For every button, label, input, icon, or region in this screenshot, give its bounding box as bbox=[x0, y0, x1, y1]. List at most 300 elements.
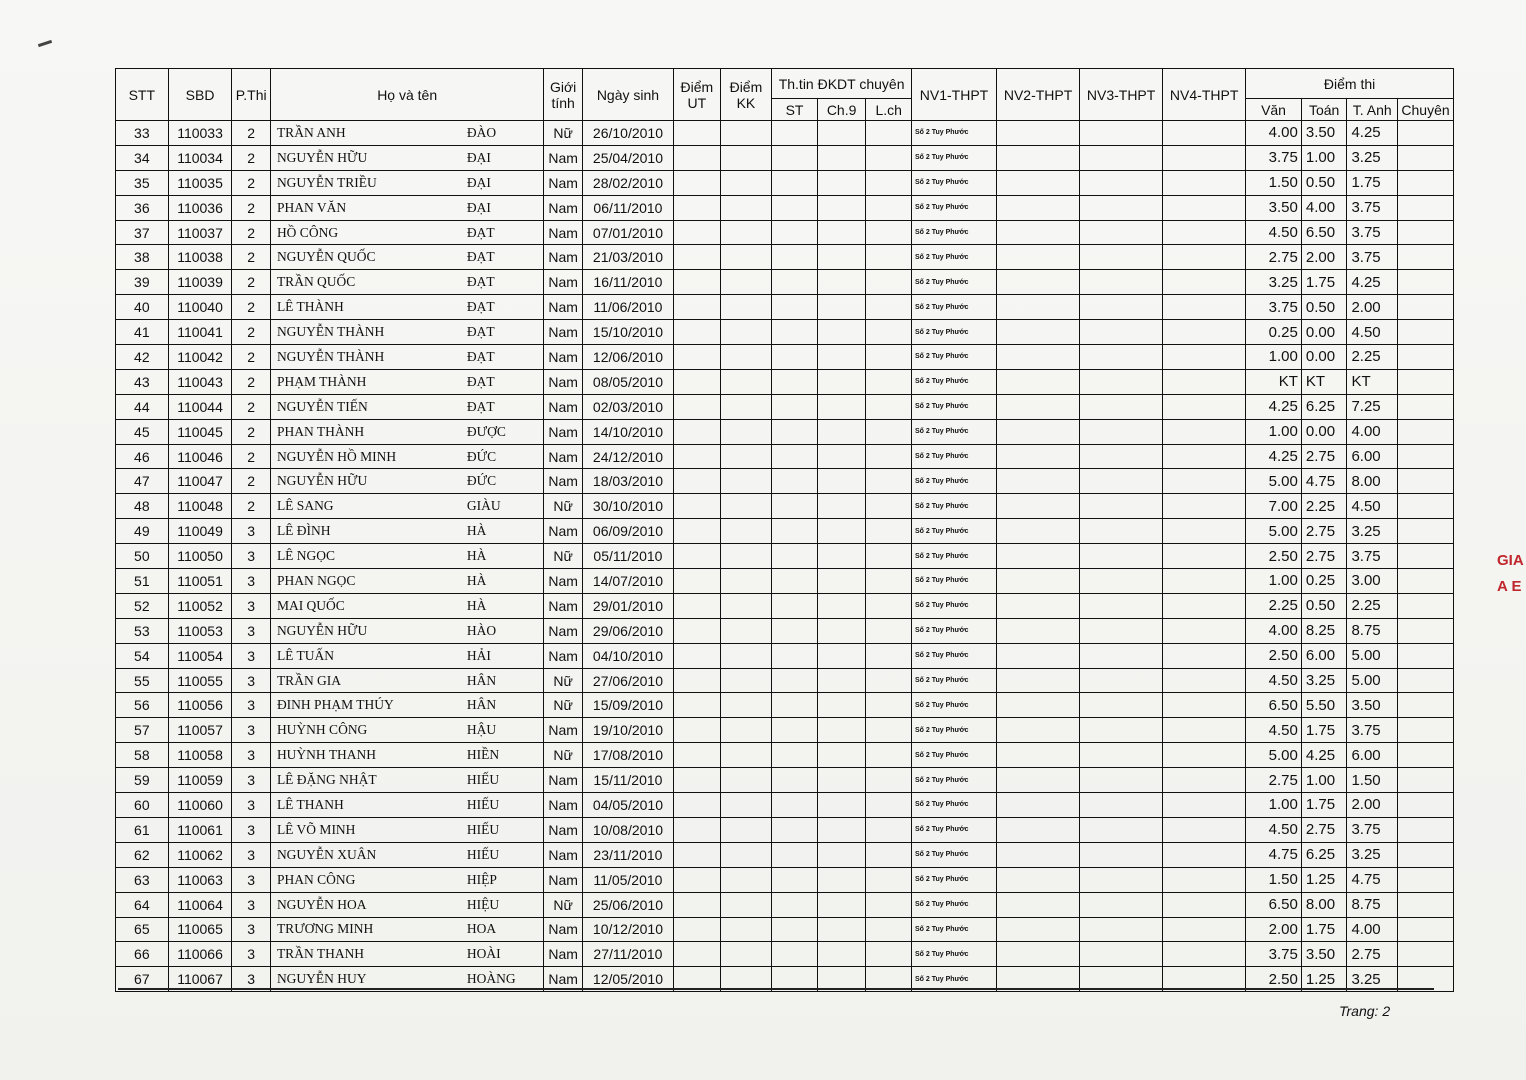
cell-ch9 bbox=[817, 593, 866, 618]
table-row bbox=[116, 867, 1454, 892]
cell-nv2 bbox=[997, 494, 1080, 519]
cell-chuyen bbox=[1398, 718, 1454, 743]
cell-ten: HÀ bbox=[461, 544, 544, 569]
cell-sbd: 110066 bbox=[168, 942, 232, 967]
cell-diem-kk bbox=[720, 842, 772, 867]
cell-diem-ut bbox=[674, 394, 721, 419]
cell-lch bbox=[866, 145, 912, 170]
cell-phong-thi: 3 bbox=[232, 693, 270, 718]
cell-gioi-tinh: Nam bbox=[544, 643, 582, 668]
cell-nv1: Số 2 Tuy Phước bbox=[911, 544, 996, 569]
cell-ten: ĐẠT bbox=[461, 394, 544, 419]
cell-lch bbox=[866, 494, 912, 519]
cell-chuyen bbox=[1398, 394, 1454, 419]
cell-van: 4.25 bbox=[1246, 444, 1302, 469]
cell-nv2 bbox=[997, 743, 1080, 768]
cell-ten: HIẾU bbox=[461, 793, 544, 818]
cell-toan: 1.75 bbox=[1301, 270, 1347, 295]
cell-nv2 bbox=[997, 569, 1080, 594]
cell-ho: NGUYỄN HỮU bbox=[270, 618, 460, 643]
cell-toan: 0.50 bbox=[1301, 170, 1347, 195]
cell-nv2 bbox=[997, 643, 1080, 668]
cell-nv4 bbox=[1163, 494, 1246, 519]
table-row bbox=[116, 295, 1454, 320]
table-body bbox=[116, 121, 1454, 992]
cell-stt: 49 bbox=[116, 519, 169, 544]
cell-ngay-sinh: 25/04/2010 bbox=[582, 145, 673, 170]
cell-toan: 5.50 bbox=[1301, 693, 1347, 718]
cell-toan: 1.00 bbox=[1301, 768, 1347, 793]
cell-nv2 bbox=[997, 195, 1080, 220]
cell-ten: ĐÀO bbox=[461, 121, 544, 146]
cell-toan: KT bbox=[1301, 369, 1347, 394]
cell-van: 1.00 bbox=[1246, 569, 1302, 594]
cell-van: 3.75 bbox=[1246, 295, 1302, 320]
cell-chuyen bbox=[1398, 170, 1454, 195]
cell-lch bbox=[866, 668, 912, 693]
cell-nv1: Số 2 Tuy Phước bbox=[911, 320, 996, 345]
cell-ho: NGUYỄN HỒ MINH bbox=[270, 444, 460, 469]
cell-nv1: Số 2 Tuy Phước bbox=[911, 867, 996, 892]
cell-ngay-sinh: 08/05/2010 bbox=[582, 369, 673, 394]
cell-tanh: 2.00 bbox=[1347, 295, 1398, 320]
cell-stt: 43 bbox=[116, 369, 169, 394]
cell-diem-ut bbox=[674, 793, 721, 818]
cell-gioi-tinh: Nam bbox=[544, 917, 582, 942]
cell-ch9 bbox=[817, 345, 866, 370]
cell-ngay-sinh: 10/08/2010 bbox=[582, 817, 673, 842]
cell-phong-thi: 3 bbox=[232, 942, 270, 967]
cell-diem-kk bbox=[720, 469, 772, 494]
cell-tanh: 3.50 bbox=[1347, 693, 1398, 718]
cell-tanh: 3.75 bbox=[1347, 220, 1398, 245]
cell-tanh: 2.75 bbox=[1347, 942, 1398, 967]
cell-toan: 1.75 bbox=[1301, 793, 1347, 818]
cell-ch9 bbox=[817, 768, 866, 793]
cell-tanh: 4.25 bbox=[1347, 270, 1398, 295]
cell-tanh: 2.25 bbox=[1347, 593, 1398, 618]
cell-toan: 2.75 bbox=[1301, 444, 1347, 469]
cell-phong-thi: 2 bbox=[232, 345, 270, 370]
cell-diem-ut bbox=[674, 817, 721, 842]
cell-tanh: 3.25 bbox=[1347, 842, 1398, 867]
cell-van: 2.50 bbox=[1246, 643, 1302, 668]
cell-ten: ĐẠT bbox=[461, 245, 544, 270]
table-row bbox=[116, 145, 1454, 170]
cell-ho: PHAN CÔNG bbox=[270, 867, 460, 892]
cell-sbd: 110042 bbox=[168, 345, 232, 370]
cell-diem-kk bbox=[720, 693, 772, 718]
cell-diem-kk bbox=[720, 295, 772, 320]
cell-nv1: Số 2 Tuy Phước bbox=[911, 917, 996, 942]
cell-ho: TRƯƠNG MINH bbox=[270, 917, 460, 942]
cell-ch9 bbox=[817, 494, 866, 519]
table-row bbox=[116, 519, 1454, 544]
cell-diem-kk bbox=[720, 145, 772, 170]
cell-van: KT bbox=[1246, 369, 1302, 394]
cell-ngay-sinh: 16/11/2010 bbox=[582, 270, 673, 295]
cell-van: 6.50 bbox=[1246, 693, 1302, 718]
cell-ch9 bbox=[817, 469, 866, 494]
cell-ten: ĐẠI bbox=[461, 145, 544, 170]
cell-ten: HIỆU bbox=[461, 892, 544, 917]
cell-stt: 67 bbox=[116, 967, 169, 992]
cell-diem-kk bbox=[720, 892, 772, 917]
cell-ho: NGUYỄN HOA bbox=[270, 892, 460, 917]
cell-toan: 3.50 bbox=[1301, 942, 1347, 967]
cell-ch9 bbox=[817, 270, 866, 295]
cell-ngay-sinh: 14/07/2010 bbox=[582, 569, 673, 594]
cell-nv3 bbox=[1080, 320, 1163, 345]
cell-van: 1.50 bbox=[1246, 867, 1302, 892]
cell-ho: LÊ THANH bbox=[270, 793, 460, 818]
cell-tanh: 4.50 bbox=[1347, 320, 1398, 345]
cell-gioi-tinh: Nữ bbox=[544, 121, 582, 146]
cell-diem-ut bbox=[674, 668, 721, 693]
cell-ch9 bbox=[817, 519, 866, 544]
cell-ten: ĐỨC bbox=[461, 469, 544, 494]
table-row bbox=[116, 768, 1454, 793]
cell-chuyen bbox=[1398, 593, 1454, 618]
cell-diem-kk bbox=[720, 593, 772, 618]
cell-ten: HOÀI bbox=[461, 942, 544, 967]
cell-ngay-sinh: 24/12/2010 bbox=[582, 444, 673, 469]
cell-stt: 35 bbox=[116, 170, 169, 195]
cell-diem-kk bbox=[720, 220, 772, 245]
cell-phong-thi: 3 bbox=[232, 593, 270, 618]
cell-nv1: Số 2 Tuy Phước bbox=[911, 369, 996, 394]
cell-chuyen bbox=[1398, 220, 1454, 245]
cell-ch9 bbox=[817, 419, 866, 444]
cell-toan: 6.50 bbox=[1301, 220, 1347, 245]
cell-ho: NGUYỄN THÀNH bbox=[270, 320, 460, 345]
cell-nv2 bbox=[997, 394, 1080, 419]
cell-van: 7.00 bbox=[1246, 494, 1302, 519]
cell-nv1: Số 2 Tuy Phước bbox=[911, 519, 996, 544]
stamp-text-2: A E bbox=[1497, 578, 1522, 595]
cell-diem-kk bbox=[720, 195, 772, 220]
table-row bbox=[116, 817, 1454, 842]
table-row bbox=[116, 693, 1454, 718]
cell-nv2 bbox=[997, 718, 1080, 743]
cell-diem-kk bbox=[720, 668, 772, 693]
cell-lch bbox=[866, 220, 912, 245]
cell-gioi-tinh: Nam bbox=[544, 618, 582, 643]
cell-st bbox=[772, 743, 818, 768]
cell-nv4 bbox=[1163, 245, 1246, 270]
cell-nv4 bbox=[1163, 519, 1246, 544]
cell-phong-thi: 2 bbox=[232, 245, 270, 270]
cell-nv3 bbox=[1080, 195, 1163, 220]
cell-diem-ut bbox=[674, 145, 721, 170]
cell-stt: 57 bbox=[116, 718, 169, 743]
cell-van: 2.75 bbox=[1246, 768, 1302, 793]
cell-chuyen bbox=[1398, 369, 1454, 394]
cell-stt: 58 bbox=[116, 743, 169, 768]
cell-nv3 bbox=[1080, 743, 1163, 768]
cell-lch bbox=[866, 842, 912, 867]
cell-nv4 bbox=[1163, 793, 1246, 818]
cell-lch bbox=[866, 817, 912, 842]
cell-st bbox=[772, 718, 818, 743]
cell-ngay-sinh: 04/05/2010 bbox=[582, 793, 673, 818]
cell-ch9 bbox=[817, 867, 866, 892]
cell-nv3 bbox=[1080, 121, 1163, 146]
cell-lch bbox=[866, 942, 912, 967]
cell-diem-kk bbox=[720, 817, 772, 842]
cell-diem-kk bbox=[720, 494, 772, 519]
cell-toan: 3.50 bbox=[1301, 121, 1347, 146]
cell-ten: HÂN bbox=[461, 668, 544, 693]
cell-van: 2.25 bbox=[1246, 593, 1302, 618]
cell-sbd: 110034 bbox=[168, 145, 232, 170]
cell-toan: 4.75 bbox=[1301, 469, 1347, 494]
cell-ch9 bbox=[817, 145, 866, 170]
page-number-value: 2 bbox=[1382, 1003, 1391, 1019]
cell-ch9 bbox=[817, 668, 866, 693]
cell-lch bbox=[866, 768, 912, 793]
cell-diem-kk bbox=[720, 394, 772, 419]
cell-sbd: 110060 bbox=[168, 793, 232, 818]
cell-phong-thi: 3 bbox=[232, 917, 270, 942]
cell-stt: 48 bbox=[116, 494, 169, 519]
cell-toan: 6.00 bbox=[1301, 643, 1347, 668]
cell-van: 4.50 bbox=[1246, 668, 1302, 693]
cell-ch9 bbox=[817, 842, 866, 867]
cell-gioi-tinh: Nam bbox=[544, 320, 582, 345]
cell-toan: 2.75 bbox=[1301, 544, 1347, 569]
cell-phong-thi: 2 bbox=[232, 469, 270, 494]
cell-ngay-sinh: 30/10/2010 bbox=[582, 494, 673, 519]
cell-van: 4.00 bbox=[1246, 121, 1302, 146]
cell-diem-ut bbox=[674, 245, 721, 270]
cell-nv3 bbox=[1080, 444, 1163, 469]
cell-ch9 bbox=[817, 718, 866, 743]
cell-st bbox=[772, 867, 818, 892]
cell-phong-thi: 2 bbox=[232, 295, 270, 320]
bottom-rule bbox=[118, 988, 1434, 990]
table-row bbox=[116, 643, 1454, 668]
cell-nv4 bbox=[1163, 419, 1246, 444]
cell-van: 5.00 bbox=[1246, 519, 1302, 544]
cell-nv3 bbox=[1080, 220, 1163, 245]
cell-stt: 53 bbox=[116, 618, 169, 643]
cell-nv2 bbox=[997, 544, 1080, 569]
cell-nv1: Số 2 Tuy Phước bbox=[911, 842, 996, 867]
cell-diem-kk bbox=[720, 917, 772, 942]
cell-tanh: 5.00 bbox=[1347, 643, 1398, 668]
cell-phong-thi: 3 bbox=[232, 793, 270, 818]
cell-nv1: Số 2 Tuy Phước bbox=[911, 668, 996, 693]
cell-chuyen bbox=[1398, 295, 1454, 320]
cell-chuyen bbox=[1398, 444, 1454, 469]
cell-toan: 0.00 bbox=[1301, 320, 1347, 345]
cell-nv2 bbox=[997, 668, 1080, 693]
cell-phong-thi: 3 bbox=[232, 718, 270, 743]
cell-nv3 bbox=[1080, 419, 1163, 444]
cell-ch9 bbox=[817, 892, 866, 917]
cell-nv2 bbox=[997, 892, 1080, 917]
cell-phong-thi: 3 bbox=[232, 817, 270, 842]
cell-nv3 bbox=[1080, 618, 1163, 643]
cell-sbd: 110063 bbox=[168, 867, 232, 892]
scan-speck bbox=[38, 40, 52, 47]
cell-ho: LÊ NGỌC bbox=[270, 544, 460, 569]
cell-diem-ut bbox=[674, 494, 721, 519]
cell-ho: PHAN THÀNH bbox=[270, 419, 460, 444]
cell-nv4 bbox=[1163, 195, 1246, 220]
cell-stt: 66 bbox=[116, 942, 169, 967]
cell-stt: 41 bbox=[116, 320, 169, 345]
cell-ngay-sinh: 28/02/2010 bbox=[582, 170, 673, 195]
cell-chuyen bbox=[1398, 121, 1454, 146]
cell-nv2 bbox=[997, 295, 1080, 320]
cell-stt: 54 bbox=[116, 643, 169, 668]
cell-chuyen bbox=[1398, 842, 1454, 867]
cell-ten: ĐẠT bbox=[461, 345, 544, 370]
cell-nv2 bbox=[997, 768, 1080, 793]
cell-diem-ut bbox=[674, 743, 721, 768]
cell-ho: NGUYỄN HỮU bbox=[270, 469, 460, 494]
cell-lch bbox=[866, 693, 912, 718]
cell-ngay-sinh: 19/10/2010 bbox=[582, 718, 673, 743]
table-row bbox=[116, 793, 1454, 818]
cell-nv3 bbox=[1080, 817, 1163, 842]
cell-nv4 bbox=[1163, 345, 1246, 370]
cell-nv4 bbox=[1163, 544, 1246, 569]
cell-nv2 bbox=[997, 220, 1080, 245]
cell-stt: 65 bbox=[116, 917, 169, 942]
cell-diem-ut bbox=[674, 121, 721, 146]
cell-gioi-tinh: Nam bbox=[544, 419, 582, 444]
cell-van: 2.00 bbox=[1246, 917, 1302, 942]
cell-st bbox=[772, 618, 818, 643]
cell-st bbox=[772, 768, 818, 793]
cell-nv2 bbox=[997, 469, 1080, 494]
cell-chuyen bbox=[1398, 643, 1454, 668]
cell-van: 2.50 bbox=[1246, 967, 1302, 992]
cell-diem-ut bbox=[674, 718, 721, 743]
cell-diem-kk bbox=[720, 718, 772, 743]
cell-chuyen bbox=[1398, 942, 1454, 967]
cell-phong-thi: 2 bbox=[232, 394, 270, 419]
cell-diem-ut bbox=[674, 469, 721, 494]
cell-nv3 bbox=[1080, 569, 1163, 594]
cell-nv2 bbox=[997, 170, 1080, 195]
header-nv4: NV4-THPT bbox=[1163, 69, 1246, 121]
cell-sbd: 110050 bbox=[168, 544, 232, 569]
cell-ch9 bbox=[817, 544, 866, 569]
cell-chuyen bbox=[1398, 793, 1454, 818]
cell-ngay-sinh: 27/06/2010 bbox=[582, 668, 673, 693]
cell-diem-kk bbox=[720, 643, 772, 668]
cell-nv3 bbox=[1080, 842, 1163, 867]
header-lch: L.ch bbox=[866, 99, 912, 121]
cell-sbd: 110040 bbox=[168, 295, 232, 320]
cell-st bbox=[772, 643, 818, 668]
cell-tanh: KT bbox=[1347, 369, 1398, 394]
table-row bbox=[116, 220, 1454, 245]
cell-nv3 bbox=[1080, 345, 1163, 370]
cell-ten: HIỆP bbox=[461, 867, 544, 892]
cell-van: 4.25 bbox=[1246, 394, 1302, 419]
cell-nv1: Số 2 Tuy Phước bbox=[911, 121, 996, 146]
cell-ten: ĐẠT bbox=[461, 369, 544, 394]
cell-tanh: 7.25 bbox=[1347, 394, 1398, 419]
cell-stt: 37 bbox=[116, 220, 169, 245]
cell-phong-thi: 2 bbox=[232, 494, 270, 519]
cell-st bbox=[772, 668, 818, 693]
cell-diem-ut bbox=[674, 768, 721, 793]
cell-ho: NGUYỄN TRIỀU bbox=[270, 170, 460, 195]
table-row bbox=[116, 842, 1454, 867]
cell-ho: NGUYỄN TIẾN bbox=[270, 394, 460, 419]
cell-nv4 bbox=[1163, 220, 1246, 245]
cell-chuyen bbox=[1398, 892, 1454, 917]
header-chuyen: Chuyên bbox=[1398, 99, 1454, 121]
header-ch9: Ch.9 bbox=[817, 99, 866, 121]
cell-st bbox=[772, 444, 818, 469]
table-row bbox=[116, 544, 1454, 569]
cell-tanh: 4.00 bbox=[1347, 917, 1398, 942]
cell-lch bbox=[866, 444, 912, 469]
cell-chuyen bbox=[1398, 320, 1454, 345]
cell-nv2 bbox=[997, 121, 1080, 146]
cell-toan: 0.50 bbox=[1301, 295, 1347, 320]
cell-nv1: Số 2 Tuy Phước bbox=[911, 942, 996, 967]
cell-gioi-tinh: Nam bbox=[544, 394, 582, 419]
cell-ngay-sinh: 21/03/2010 bbox=[582, 245, 673, 270]
cell-ten: HOA bbox=[461, 917, 544, 942]
cell-nv4 bbox=[1163, 394, 1246, 419]
cell-ngay-sinh: 11/05/2010 bbox=[582, 867, 673, 892]
cell-chuyen bbox=[1398, 867, 1454, 892]
cell-nv4 bbox=[1163, 444, 1246, 469]
cell-ten: HIẾU bbox=[461, 842, 544, 867]
cell-ten: ĐỨC bbox=[461, 444, 544, 469]
cell-diem-kk bbox=[720, 320, 772, 345]
cell-ch9 bbox=[817, 942, 866, 967]
cell-chuyen bbox=[1398, 145, 1454, 170]
cell-tanh: 1.75 bbox=[1347, 170, 1398, 195]
cell-gioi-tinh: Nữ bbox=[544, 668, 582, 693]
cell-ho: TRẦN GIA bbox=[270, 668, 460, 693]
cell-gioi-tinh: Nữ bbox=[544, 494, 582, 519]
cell-chuyen bbox=[1398, 195, 1454, 220]
cell-nv4 bbox=[1163, 817, 1246, 842]
cell-st bbox=[772, 170, 818, 195]
cell-nv2 bbox=[997, 867, 1080, 892]
cell-nv4 bbox=[1163, 170, 1246, 195]
cell-stt: 63 bbox=[116, 867, 169, 892]
cell-stt: 55 bbox=[116, 668, 169, 693]
cell-diem-kk bbox=[720, 618, 772, 643]
cell-ngay-sinh: 14/10/2010 bbox=[582, 419, 673, 444]
cell-nv4 bbox=[1163, 718, 1246, 743]
cell-lch bbox=[866, 519, 912, 544]
cell-ch9 bbox=[817, 394, 866, 419]
cell-ch9 bbox=[817, 793, 866, 818]
cell-nv1: Số 2 Tuy Phước bbox=[911, 618, 996, 643]
cell-diem-kk bbox=[720, 569, 772, 594]
cell-ch9 bbox=[817, 743, 866, 768]
cell-ho: HUỲNH CÔNG bbox=[270, 718, 460, 743]
cell-tanh: 3.25 bbox=[1347, 967, 1398, 992]
table-row bbox=[116, 469, 1454, 494]
cell-gioi-tinh: Nữ bbox=[544, 693, 582, 718]
header-tanh: T. Anh bbox=[1347, 99, 1398, 121]
cell-tanh: 2.00 bbox=[1347, 793, 1398, 818]
